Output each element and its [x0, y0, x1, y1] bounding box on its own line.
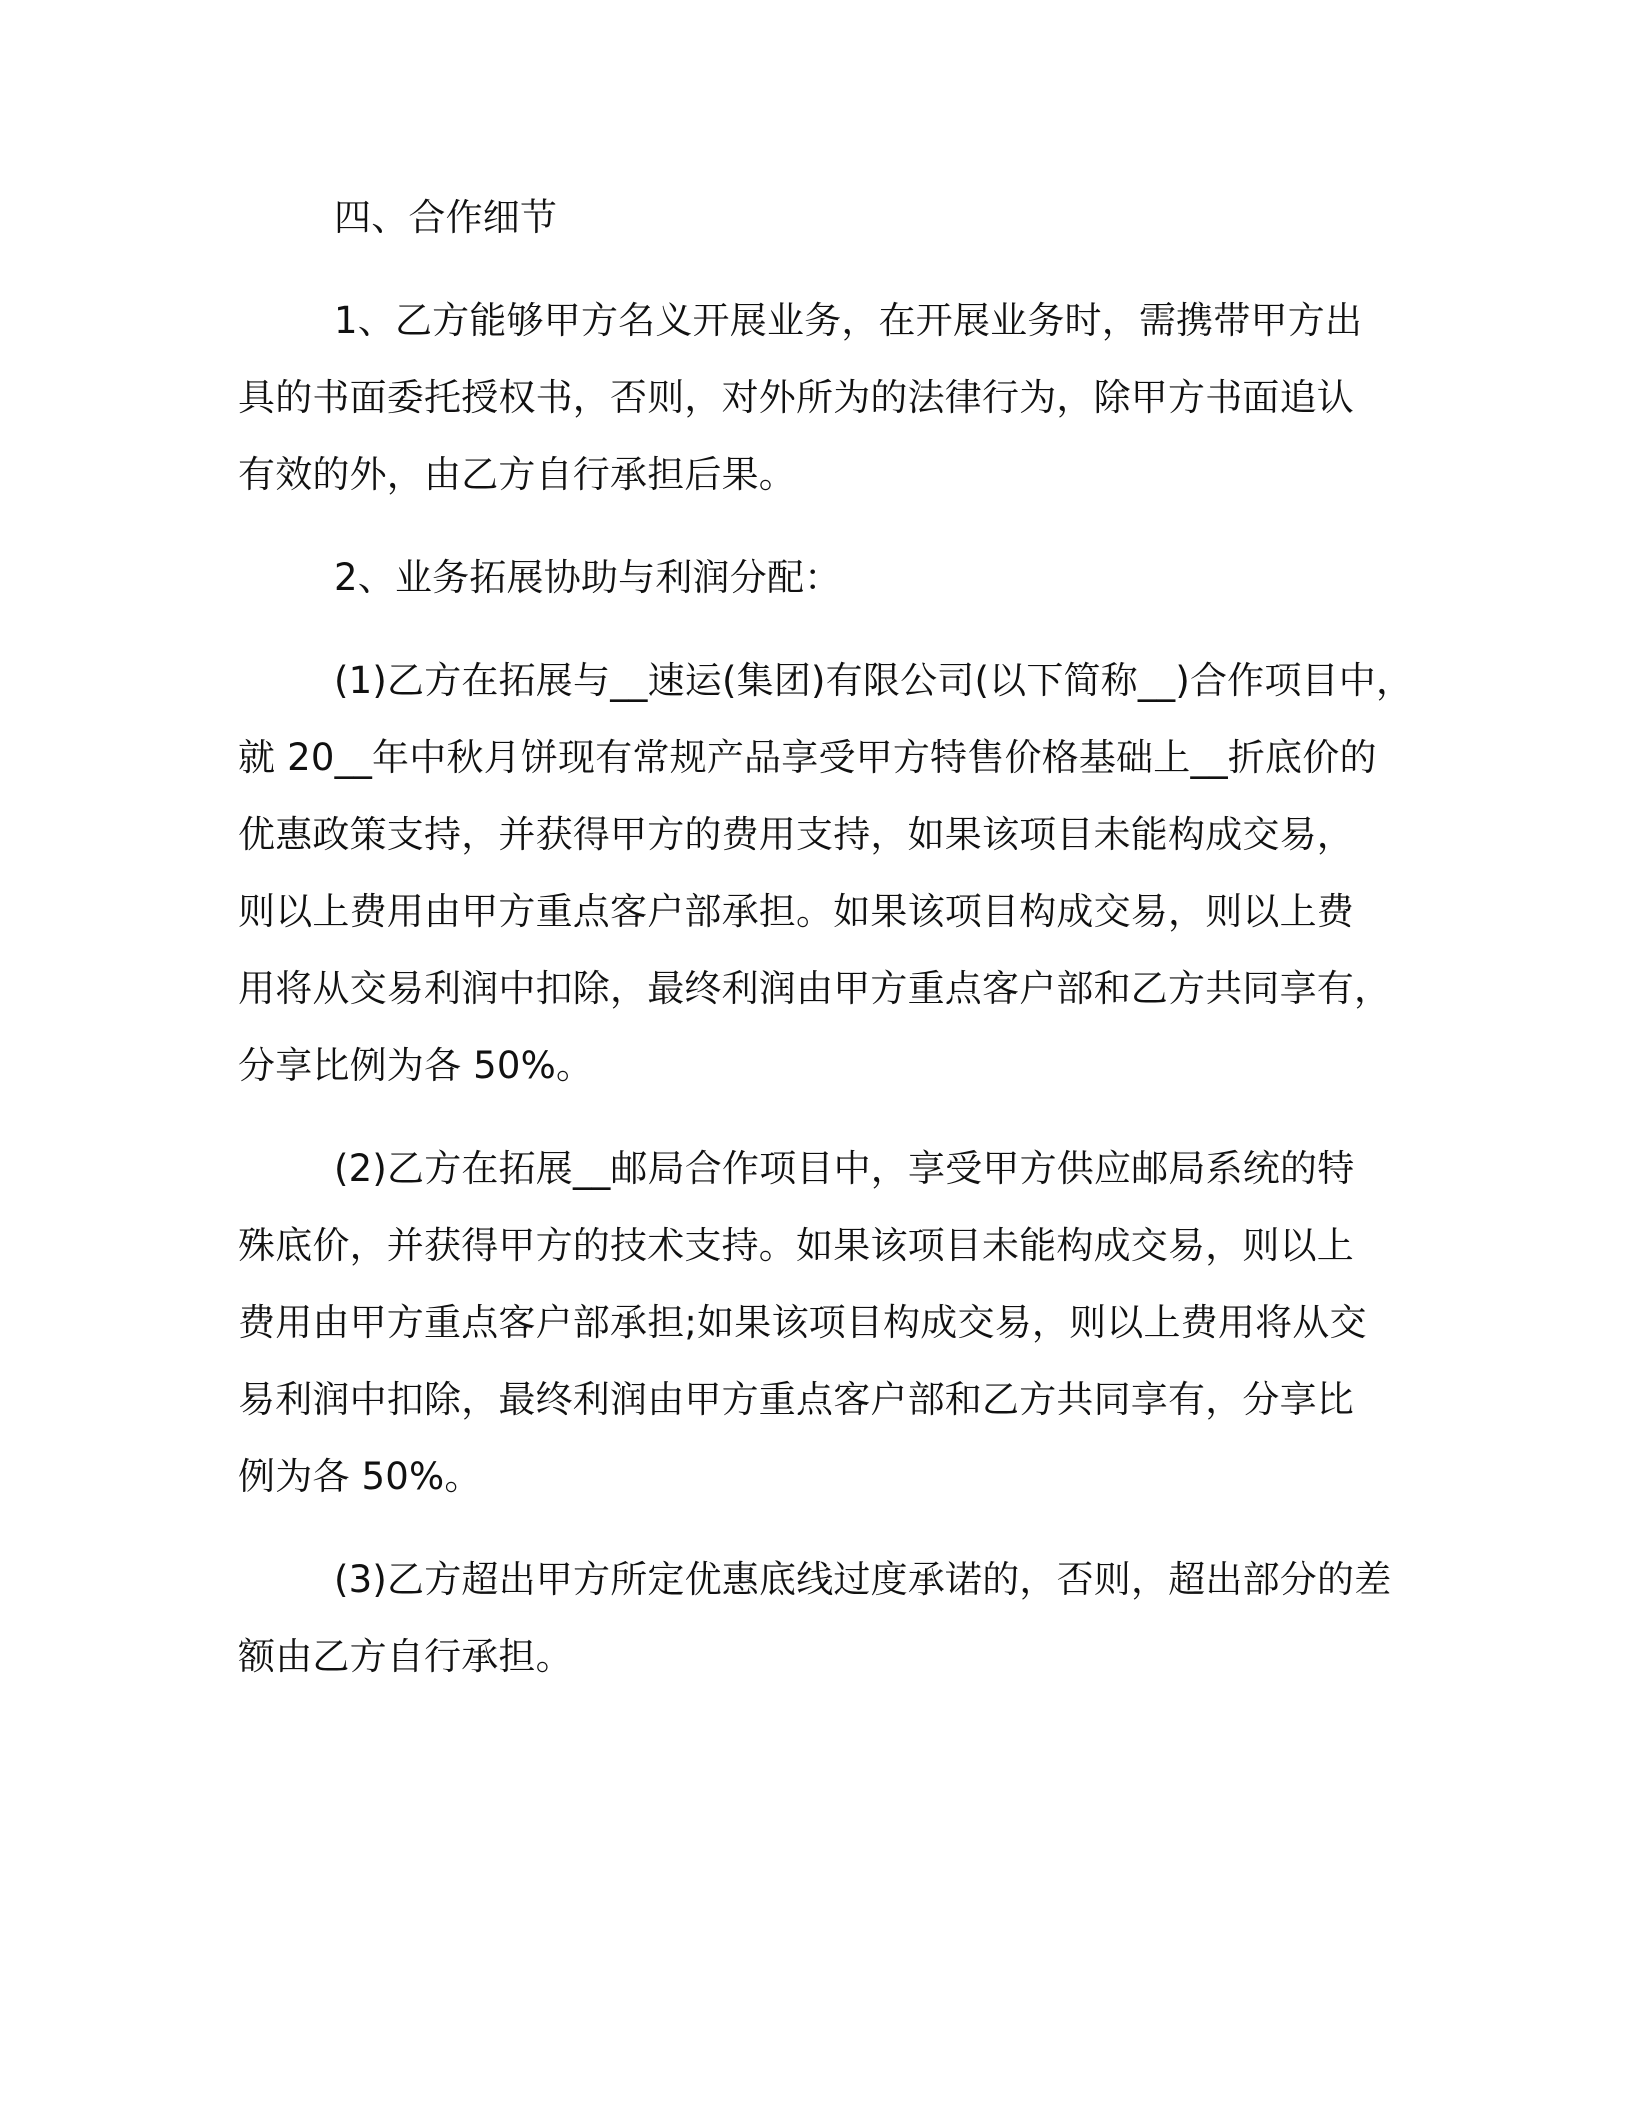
paragraph-line: (2)乙方在拓展__邮局合作项目中，享受甲方供应邮局系统的特: [334, 1147, 1355, 1190]
paragraph-line: 1、乙方能够甲方名义开展业务，在开展业务时，需携带甲方出: [334, 299, 1363, 342]
paragraph-line: 优惠政策支持，并获得甲方的费用支持，如果该项目未能构成交易，: [238, 813, 1354, 856]
paragraph-line: 易利润中扣除，最终利润由甲方重点客户部和乙方共同享有，分享比: [238, 1378, 1354, 1421]
paragraph-line: 就 20__年中秋月饼现有常规产品享受甲方特售价格基础上__折底价的: [238, 736, 1377, 779]
paragraph-line: 分享比例为各 50%。: [238, 1044, 594, 1087]
section-heading: 四、合作细节: [334, 196, 558, 239]
paragraph-line: 殊底价，并获得甲方的技术支持。如果该项目未能构成交易，则以上: [238, 1224, 1354, 1267]
paragraph-line: 额由乙方自行承担。: [238, 1635, 573, 1678]
paragraph-line: 用将从交易利润中扣除，最终利润由甲方重点客户部和乙方共同享有，: [238, 967, 1392, 1010]
paragraph-line: 具的书面委托授权书，否则，对外所为的法律行为，除甲方书面追认: [238, 376, 1354, 419]
paragraph-line: (3)乙方超出甲方所定优惠底线过度承诺的，否则，超出部分的差: [334, 1558, 1392, 1601]
paragraph-line: 有效的外，由乙方自行承担后果。: [238, 453, 796, 496]
paragraph-line: 2、业务拓展协助与利润分配：: [334, 556, 842, 599]
paragraph-line: (1)乙方在拓展与__速运(集团)有限公司(以下简称__)合作项目中，: [334, 659, 1414, 702]
paragraph-line: 则以上费用由甲方重点客户部承担。如果该项目构成交易，则以上费: [238, 890, 1354, 933]
paragraph-line: 费用由甲方重点客户部承担;如果该项目构成交易，则以上费用将从交: [238, 1301, 1367, 1344]
paragraph-line: 例为各 50%。: [238, 1455, 482, 1498]
